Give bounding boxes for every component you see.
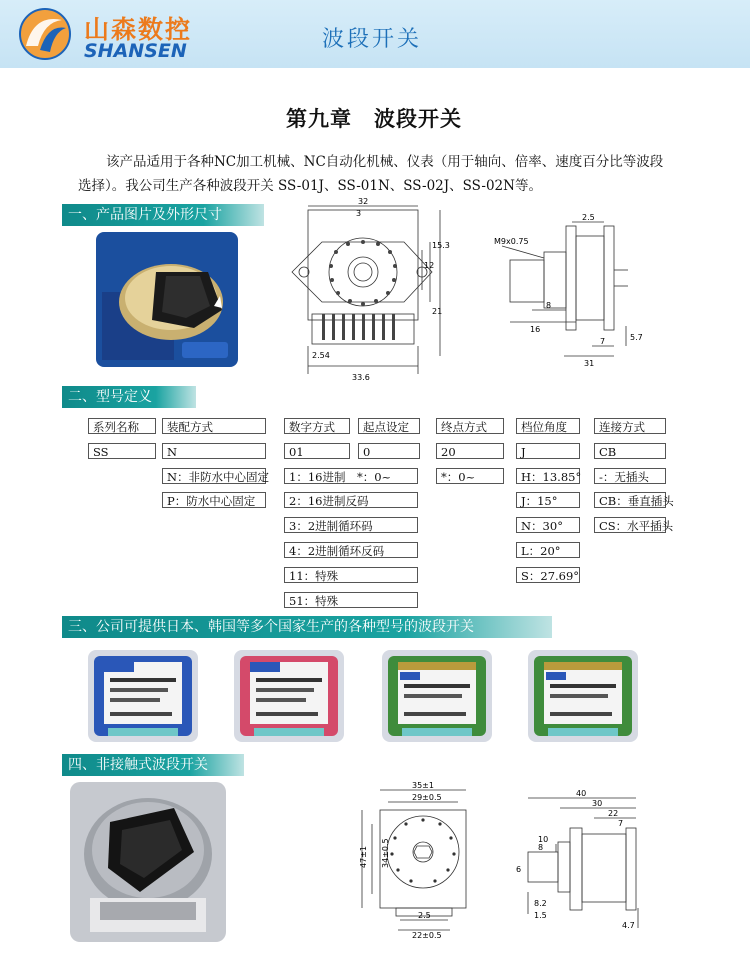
dim-2-54: 2.54 (312, 351, 330, 360)
dim-40: 40 (576, 789, 587, 798)
dim-30: 30 (592, 799, 603, 808)
dim-2-5: 2.5 (418, 911, 431, 920)
dim-2-5: 2.5 (582, 213, 595, 222)
connect-option: CB：垂直插头 (594, 492, 666, 508)
assembly-option: P：防水中心固定 (162, 492, 266, 508)
end-option: *：0~ (436, 468, 504, 484)
connect-option: CS：水平插头 (594, 517, 666, 533)
header-title: 波段开关 (322, 27, 423, 52)
dim-22: 22 (608, 809, 619, 818)
section-4-header: 四、非接触式波段开关 (62, 754, 244, 776)
logo-chinese-name: 山森数控 (84, 15, 193, 44)
header-series-name: 系列名称 (88, 418, 156, 434)
digit-option: 4：2进制循环反码 (284, 542, 418, 558)
dim-22: 22±0.5 (412, 931, 442, 940)
intro-paragraph-line2: 选择）。我公司生产各种波段开关 SS-01J、SS-01N、SS-02J、SS-02N等。 (78, 178, 542, 194)
digit-option: 1：16进制 *：0~ (284, 468, 418, 484)
dim-5-7: 5.7 (630, 333, 643, 342)
dim-31: 31 (584, 359, 595, 368)
angle-option: N：30° (516, 517, 580, 533)
dim-1-5: 1.5 (534, 911, 547, 920)
dim-6: 6 (516, 865, 522, 874)
dim-4-7: 4.7 (622, 921, 635, 930)
dim-8-2: 8.2 (534, 899, 547, 908)
connect-option: -：无插头 (594, 468, 666, 484)
example-series: SS (88, 443, 156, 459)
digital-switch-photo-2 (234, 650, 344, 742)
dim-16: 16 (530, 325, 541, 334)
digit-option: 2：16进制反码 (284, 492, 418, 508)
dimension-drawing-front (282, 196, 450, 386)
non-contact-switch-photo (70, 782, 226, 942)
angle-option: S：27.69° (516, 567, 580, 583)
dim-29: 29±0.5 (412, 793, 442, 802)
dim-35: 35±1 (412, 781, 434, 790)
section-2-header: 二、型号定义 (62, 386, 196, 408)
header-end: 终点方式 (436, 418, 504, 434)
angle-option: H：13.85° (516, 468, 580, 484)
dimension-drawing-noncontact-front (340, 780, 482, 940)
example-connect: CB (594, 443, 666, 459)
digital-switch-photo-3 (382, 650, 492, 742)
header-start: 起点设定 (358, 418, 420, 434)
dim-32: 32 (358, 197, 369, 206)
section-3-header: 三、公司可提供日本、韩国等多个国家生产的各种型号的波段开关 (62, 616, 552, 638)
page-header (0, 0, 750, 68)
example-assembly: N (162, 443, 266, 459)
digit-option: 3：2进制循环码 (284, 517, 418, 533)
dim-8: 8 (546, 301, 552, 310)
dimension-drawing-noncontact-side (508, 788, 650, 938)
dim-10: 10 (538, 835, 549, 844)
digital-switch-photo-1 (88, 650, 198, 742)
dim-thread: M9x0.75 (494, 237, 529, 246)
logo-english-name: SHANSEN (84, 40, 187, 62)
example-start: 0 (358, 443, 420, 459)
chapter-title: 第九章 波段开关 (286, 106, 462, 131)
dim-33-6: 33.6 (352, 373, 370, 382)
angle-option: J：15° (516, 492, 580, 508)
example-angle: J (516, 443, 580, 459)
example-end: 20 (436, 443, 504, 459)
dim-3: 3 (356, 209, 362, 218)
angle-option: L：20° (516, 542, 580, 558)
dim-34: 34±0.5 (381, 838, 390, 868)
header-assembly: 装配方式 (162, 418, 266, 434)
digit-option: 11：特殊 (284, 567, 418, 583)
example-digit: 01 (284, 443, 350, 459)
header-angle: 档位角度 (516, 418, 580, 434)
digit-option: 51：特殊 (284, 592, 418, 608)
digital-switch-photo-4 (528, 650, 638, 742)
dim-21: 21 (432, 307, 443, 316)
rotary-switch-photo (96, 232, 238, 367)
dimension-drawing-side (492, 206, 662, 372)
intro-paragraph: 该产品适用于各种NC加工机械、NC自动化机械、仪表（用于轴向、倍率、速度百分比等波段 (106, 154, 664, 170)
dim-47: 47±1 (359, 846, 368, 868)
header-connect: 连接方式 (594, 418, 666, 434)
header-digit: 数字方式 (284, 418, 350, 434)
dim-12: 12 (424, 261, 435, 270)
dim-15-3: 15.3 (432, 241, 450, 250)
shansen-logo-icon (14, 6, 76, 62)
dim-8: 8 (538, 843, 544, 852)
section-1-header: 一、产品图片及外形尺寸 (62, 204, 264, 226)
dim-7: 7 (600, 337, 606, 346)
assembly-option: N：非防水中心固定 (162, 468, 266, 484)
dim-7: 7 (618, 819, 624, 828)
